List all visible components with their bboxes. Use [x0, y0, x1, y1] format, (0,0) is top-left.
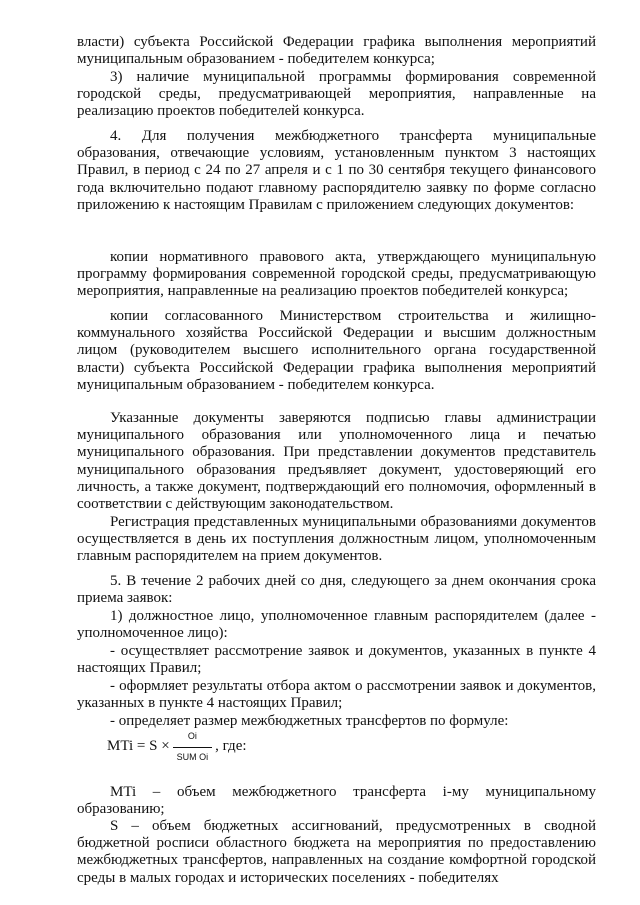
paragraph: 5. В течение 2 рабочих дней со дня, следующего за днем окончания срока приема заявок: — [77, 573, 596, 607]
paragraph: копии согласованного Министерством строительства и жилищно-коммунального хозяйства Российской Федерации и высшим должностным лицом (руководителем высшего исполнительного органа государственной власти) субъекта Российской Федерации графика выполнения мероприятий муниципальным образованием - победителем конкурса. — [77, 308, 596, 393]
paragraph: - осуществляет рассмотрение заявок и документов, указанных в пункте 4 настоящих Правил; — [77, 643, 596, 677]
formula-fraction — [173, 728, 213, 765]
formula — [107, 730, 247, 764]
formula-numerator: Oi — [187, 731, 197, 742]
paragraph: 4. Для получения межбюджетного трансферта муниципальные образования, отвечающие условиям, установленным пунктом 3 настоящих Правил, в период с 24 по 27 апреля и с 1 по 30 сентября текущего финансового года включительно подают главному распорядителю заявку по форме согласно приложению к настоящим Правилам с приложением следующих документов: — [77, 128, 596, 213]
paragraph: копии нормативного правового акта, утверждающего муниципальную программу формирования современной городской среды, предусматривающую мероприятия, направленные на реализацию проектов победителей конкурса; — [77, 249, 596, 300]
paragraph: S – объем бюджетных ассигнований, предусмотренных в сводной бюджетной росписи областного бюджета на мероприятия по предоставлению межбюджетных трансфертов, направленных на создание комфортной городской среды в малых городах и исторических поселениях - победителях — [77, 818, 596, 886]
paragraph: 3) наличие муниципальной программы формирования современной городской среды, предусматривающей мероприятия, направленные на реализацию проектов победителей конкурса. — [77, 69, 596, 120]
formula-lhs: MTi = S × — [107, 738, 170, 755]
paragraph: Указанные документы заверяются подписью главы администрации муниципального образования или уполномоченного лица и печатью муниципального образования. При представлении документов представитель муниципального образования предъявляет документ, удостоверяющий его личность, а также документ, подтверждающий его полномочия, оформленный в соответствии с действующим законодательством. — [77, 410, 596, 513]
formula-suffix: , где: — [215, 738, 247, 755]
paragraph: власти) субъекта Российской Федерации графика выполнения мероприятий муниципальным образованием - победителем конкурса; — [77, 34, 596, 68]
paragraph: - определяет размер межбюджетных трансфертов по формуле: — [110, 713, 509, 729]
paragraph: 1) должностное лицо, уполномоченное главным распорядителем (далее - уполномоченное лицо): — [77, 608, 596, 642]
paragraph: Регистрация представленных муниципальными образованиями документов осуществляется в день их поступления должностным лицом, уполномоченным главным распорядителем на прием документов. — [77, 514, 596, 565]
paragraph: MTi – объем межбюджетного трансферта i-му муниципальному образованию; — [77, 784, 596, 818]
paragraph: - оформляет результаты отбора актом о рассмотрении заявок и документов, указанных в пункте 4 настоящих Правил; — [77, 678, 596, 712]
formula-denominator: SUM Oi — [173, 747, 213, 766]
